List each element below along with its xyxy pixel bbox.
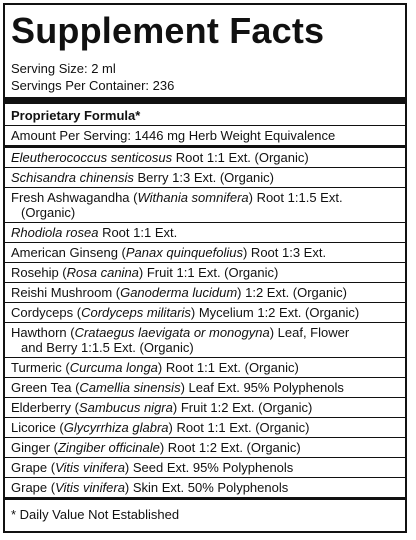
ingredient-line xyxy=(11,265,278,280)
ingredient-detail: Berry 1:3 Ext. (Organic) xyxy=(133,170,275,185)
ingredient-common-name: Rosehip ( xyxy=(11,265,67,280)
ingredient-detail: Root 1:1 Ext. (Organic) xyxy=(172,150,309,165)
ingredient-latin-name: Schisandra chinensis xyxy=(11,170,134,185)
ingredient-latin-name: Curcuma longa xyxy=(69,360,158,375)
ingredient-latin-name: Sambucus nigra xyxy=(78,400,173,415)
ingredient-latin-name: Camellia sinensis xyxy=(79,380,181,395)
ingredient-line xyxy=(11,400,312,415)
ingredient-row xyxy=(5,398,405,418)
ingredient-latin-name: Zingiber officinale xyxy=(57,440,160,455)
ingredient-common-name: Reishi Mushroom ( xyxy=(11,285,121,300)
ingredient-line xyxy=(11,305,359,320)
ingredient-row xyxy=(5,478,405,497)
ingredient-latin-name: Vitis vinifera xyxy=(55,460,125,475)
ingredient-detail-continued: and Berry 1:1.5 Ext. (Organic) xyxy=(21,340,194,355)
ingredient-common-name: Ginger ( xyxy=(11,440,58,455)
ingredient-common-name: Turmeric ( xyxy=(11,360,70,375)
label-title: Supplement Facts xyxy=(11,10,325,51)
ingredient-row xyxy=(5,418,405,438)
ingredient-line xyxy=(11,245,326,260)
supplement-facts-panel xyxy=(3,3,407,533)
ingredient-row xyxy=(5,458,405,478)
ingredient-detail: ) Root 1:3 Ext. xyxy=(242,245,327,260)
servings-per-container: Servings Per Container: 236 xyxy=(11,78,175,93)
ingredient-latin-name: Ganoderma lucidum xyxy=(120,285,238,300)
ingredient-row xyxy=(5,223,405,243)
serving-info xyxy=(11,60,399,94)
ingredient-detail: ) Leaf Ext. 95% Polyphenols xyxy=(180,380,344,395)
ingredient-row xyxy=(5,378,405,398)
footnote: * Daily Value Not Established xyxy=(11,507,180,522)
ingredient-latin-name: Rosa canina xyxy=(66,265,139,280)
ingredient-row xyxy=(5,358,405,378)
ingredient-detail: ) 1:2 Ext. (Organic) xyxy=(237,285,347,300)
ingredient-common-name: Green Tea ( xyxy=(11,380,80,395)
ingredient-row xyxy=(5,188,405,223)
ingredient-line xyxy=(11,380,344,395)
ingredient-common-name: Elderberry ( xyxy=(11,400,79,415)
ingredient-detail: ) Root 1:1.5 Ext. xyxy=(248,190,343,205)
ingredient-line xyxy=(11,325,349,340)
serving-size: Serving Size: 2 ml xyxy=(11,61,116,76)
ingredient-common-name: Hawthorn ( xyxy=(11,325,75,340)
ingredient-latin-name: Cordyceps militaris xyxy=(81,305,191,320)
ingredient-line xyxy=(11,225,177,240)
ingredient-detail: ) Fruit 1:2 Ext. (Organic) xyxy=(172,400,313,415)
ingredient-detail: ) Seed Ext. 95% Polyphenols xyxy=(124,460,294,475)
ingredient-latin-name: Eleutherococcus senticosus xyxy=(11,150,173,165)
ingredient-row xyxy=(5,283,405,303)
ingredient-detail: ) Root 1:2 Ext. (Organic) xyxy=(159,440,301,455)
ingredient-detail: ) Skin Ext. 50% Polyphenols xyxy=(124,480,289,495)
ingredient-detail-continued: (Organic) xyxy=(21,205,76,220)
ingredient-latin-name: Vitis vinifera xyxy=(55,480,125,495)
ingredient-line xyxy=(11,460,293,475)
ingredient-common-name: American Ginseng ( xyxy=(11,245,126,260)
ingredient-row xyxy=(5,323,405,358)
ingredient-common-name: Licorice ( xyxy=(11,420,64,435)
ingredient-row xyxy=(5,263,405,283)
ingredient-line xyxy=(11,440,301,455)
ingredient-detail: Root 1:1 Ext. xyxy=(98,225,178,240)
ingredient-row xyxy=(5,148,405,168)
ingredient-detail: ) Leaf, Flower xyxy=(269,325,350,340)
ingredient-line xyxy=(11,150,309,165)
ingredient-line xyxy=(11,420,309,435)
ingredient-list xyxy=(11,148,399,497)
thick-divider xyxy=(5,97,405,104)
ingredient-latin-name: Panax quinquefolius xyxy=(125,245,243,260)
ingredient-detail: ) Fruit 1:1 Ext. (Organic) xyxy=(138,265,279,280)
ingredient-latin-name: Crataegus laevigata or monogyna xyxy=(74,325,270,340)
ingredient-line xyxy=(11,190,343,205)
ingredient-latin-name: Withania somnifera xyxy=(137,190,249,205)
amount-per-serving: Amount Per Serving: 1446 mg Herb Weight Equivalence xyxy=(11,128,336,143)
ingredient-detail: ) Root 1:1 Ext. (Organic) xyxy=(157,360,299,375)
ingredient-latin-name: Glycyrrhiza glabra xyxy=(63,420,169,435)
ingredient-row xyxy=(5,303,405,323)
ingredient-common-name: Cordyceps ( xyxy=(11,305,82,320)
ingredient-detail: ) Root 1:1 Ext. (Organic) xyxy=(168,420,310,435)
ingredient-row xyxy=(5,438,405,458)
ingredient-line xyxy=(11,170,274,185)
ingredient-detail: ) Mycelium 1:2 Ext. (Organic) xyxy=(190,305,360,320)
ingredient-common-name: Grape ( xyxy=(11,460,56,475)
ingredient-line xyxy=(11,360,299,375)
ingredient-latin-name: Rhodiola rosea xyxy=(11,225,99,240)
ingredient-line xyxy=(11,285,347,300)
ingredient-row xyxy=(5,168,405,188)
ingredient-row xyxy=(5,243,405,263)
ingredient-common-name: Fresh Ashwagandha ( xyxy=(11,190,138,205)
ingredient-common-name: Grape ( xyxy=(11,480,56,495)
formula-heading: Proprietary Formula* xyxy=(11,108,141,123)
ingredient-line xyxy=(11,480,288,495)
